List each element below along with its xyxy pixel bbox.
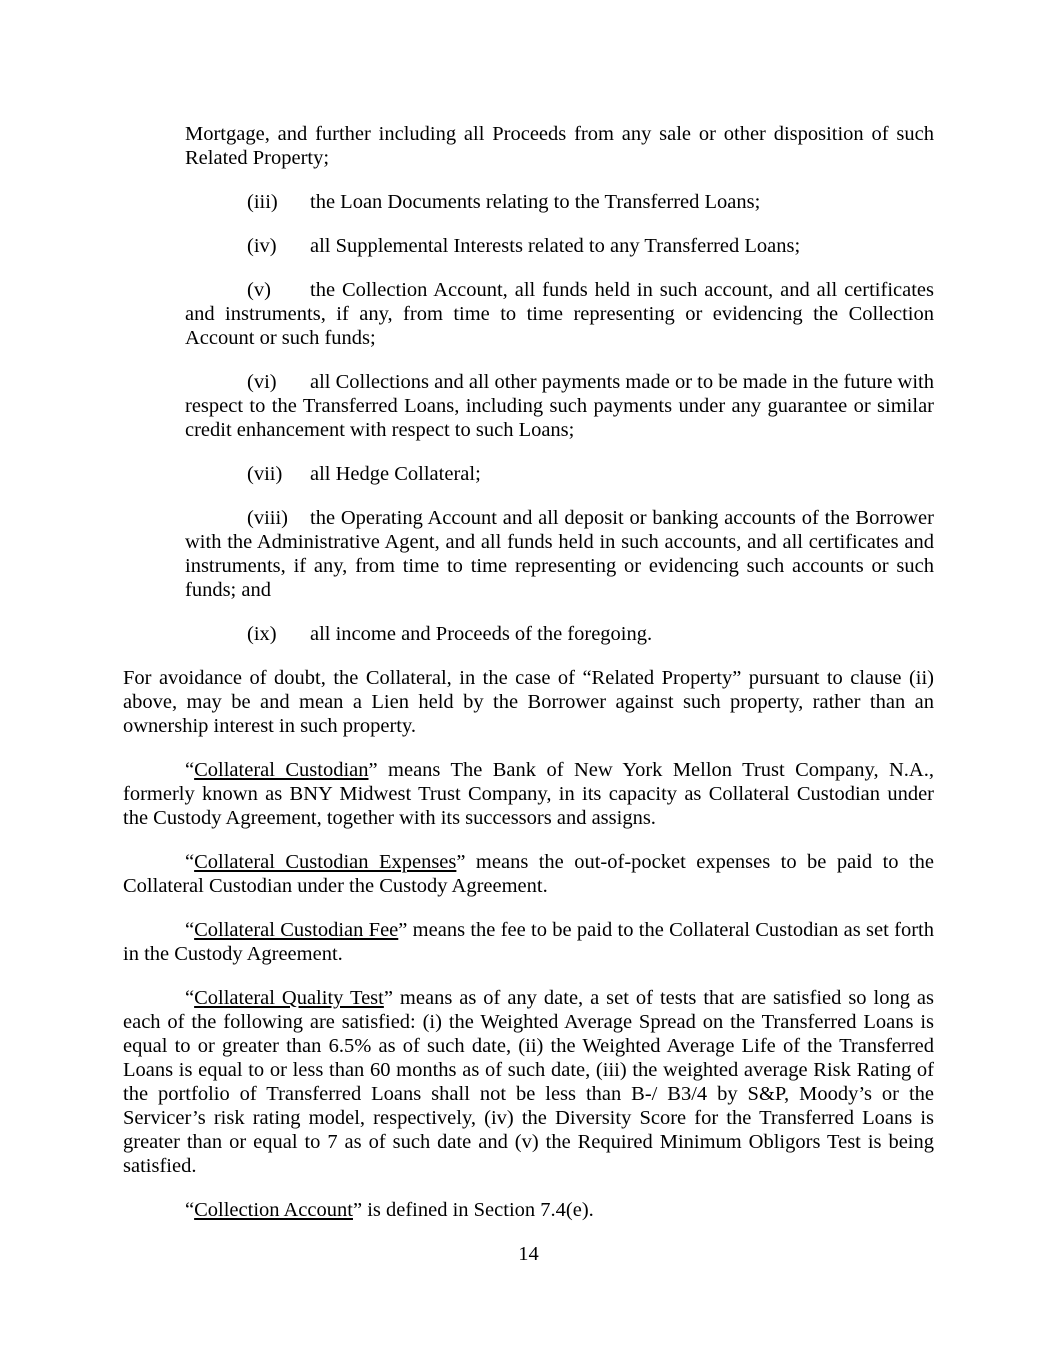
definition-paragraph: “Collateral Custodian” means The Bank of New York Mellon Trust Company, N.A., formerly known as BNY Midwest Trust Company, in its capacity as Collateral Custodian under the Custody Agreement, together with its successors and assigns. xyxy=(123,759,934,829)
document-content xyxy=(123,122,934,1222)
definition-paragraph: “Collateral Custodian Fee” means the fee to be paid to the Collateral Custodian as set forth in the Custody Agreement. xyxy=(123,919,934,965)
defined-term: Collection Account xyxy=(194,1199,353,1221)
clause-item: (ix) all income and Proceeds of the foregoing. xyxy=(247,623,653,645)
clause-item: (vii) all Hedge Collateral; xyxy=(247,463,481,485)
clause-item: (viii) the Operating Account and all deposit or banking accounts of the Borrower with the Administrative Agent, and all funds held in such accounts, and all certificates and instruments, if any, from time to time representing or evidencing such accounts or such funds; and xyxy=(185,507,934,601)
clause-item: (iii) the Loan Documents relating to the Transferred Loans; xyxy=(247,191,761,213)
defined-term: Collateral Custodian Fee xyxy=(194,919,399,941)
clause-number: (ix) xyxy=(247,623,277,645)
clause-item: (v) the Collection Account, all funds held in such account, and all certificates and instruments, if any, from time to time representing or evidencing the Collection Account or such funds; xyxy=(185,279,934,349)
page-number: 14 xyxy=(518,1243,539,1265)
continuation-paragraph: Mortgage, and further including all Proceeds from any sale or other disposition of such Related Property; xyxy=(185,123,934,169)
clause-item: (vi) all Collections and all other payments made or to be made in the future with respect to the Transferred Loans, including such payments under any guarantee or similar credit enhancement with respect to such Loans; xyxy=(185,371,934,441)
clause-number: (iii) xyxy=(247,191,278,213)
definition-paragraph: “Collection Account” is defined in Section 7.4(e). xyxy=(185,1199,594,1221)
clause-number: (iv) xyxy=(247,235,277,257)
clause-number: (viii) xyxy=(247,507,288,529)
definition-paragraph: “Collateral Custodian Expenses” means the out-of-pocket expenses to be paid to the Collateral Custodian under the Custody Agreement. xyxy=(123,851,934,897)
clause-number: (vii) xyxy=(247,463,283,485)
definition-paragraph: “Collateral Quality Test” means as of any date, a set of tests that are satisfied so long as each of the following are satisfied: (i) the Weighted Average Spread on the Transferred Loans is equal to or greater than 6.5% as of such date, (ii) the Weighted Average Life of the Transferred Loans is equal to or less than 60 months as of such date, (iii) the weighted average Risk Rating of the portfolio of Transferred Loans shall not be less than B-/ B3/4 by S&P, Moody’s or the Servicer’s risk rating model, respectively, (iv) the Diversity Score for the Transferred Loans is greater than or equal to 7 as of such date and (v) the Required Minimum Obligors Test is being satisfied. xyxy=(123,987,935,1177)
body-paragraph: For avoidance of doubt, the Collateral, in the case of “Related Property” pursuant to clause (ii) above, may be and mean a Lien held by the Borrower against such property, rather than an ownership interest in such property. xyxy=(123,667,934,737)
clause-item: (iv) all Supplemental Interests related to any Transferred Loans; xyxy=(247,235,801,257)
defined-term: Collateral Custodian xyxy=(194,759,369,781)
defined-term: Collateral Custodian Expenses xyxy=(194,851,457,873)
defined-term: Collateral Quality Test xyxy=(194,987,384,1009)
clause-number: (vi) xyxy=(247,371,277,393)
clause-number: (v) xyxy=(247,279,271,301)
